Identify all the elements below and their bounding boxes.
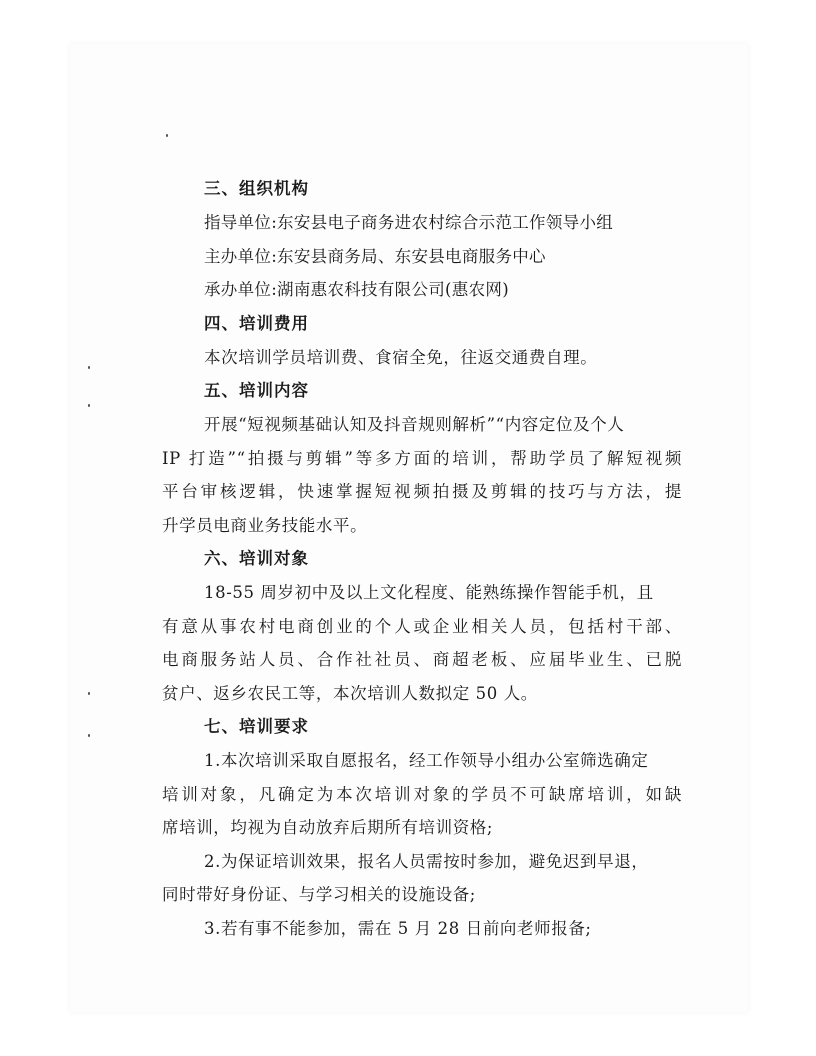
target-paragraph [162, 576, 682, 710]
section-heading-fee: 四、培训费用 [204, 313, 309, 333]
paragraph-line: 升学员电商业务技能水平。 [162, 515, 368, 535]
paragraph-line: 开展“短视频基础认知及抖音规则解析”“内容定位及个人 [204, 415, 625, 434]
scan-speck [88, 404, 90, 407]
scan-speck [166, 134, 168, 137]
paragraph-line: 电商服务站人员、合作社社员、商超老板、应届毕业生、已脱 [162, 650, 682, 669]
document-body [162, 172, 682, 945]
requirements-list [162, 744, 682, 945]
paragraph-line: 18-55 周岁初中及以上文化程度、能熟练操作智能手机，且 [204, 583, 654, 602]
paragraph-line: 贫户、返乡农民工等，本次培训人数拟定 50 人。 [162, 683, 538, 703]
paragraph-line: 席培训，均视为自动放弃后期所有培训资格; [162, 818, 494, 837]
organizer-unit-line: 承办单位:湖南惠农科技有限公司(惠农网) [204, 280, 509, 299]
section-heading-content: 五、培训内容 [204, 381, 309, 400]
org-units [162, 206, 682, 307]
paragraph-line: 平台审核逻辑，快速掌握短视频拍摄及剪辑的技巧与方法，提 [162, 482, 682, 501]
section-heading-requirements: 七、培训要求 [204, 717, 309, 736]
paragraph-line: 有意从事农村电商创业的个人或企业相关人员，包括村干部、 [162, 616, 682, 636]
section-heading-org: 三、组织机构 [204, 179, 309, 198]
paragraph-line: 培训对象，凡确定为本次培训对象的学员不可缺席培训，如缺 [162, 784, 682, 804]
paragraph-line: 本次培训学员培训费、食宿全免，往返交通费自理。 [204, 347, 598, 367]
paragraph-line: 同时带好身份证、与学习相关的设施设备; [162, 885, 476, 904]
content-paragraph [162, 408, 682, 542]
requirement-item-2: 2.为保证培训效果，报名人员需按时参加，避免迟到早退， [204, 851, 649, 871]
requirement-item-3: 3.若有事不能参加，需在 5 月 28 日前向老师报备; [204, 918, 592, 938]
section-heading-target: 六、培训对象 [204, 549, 309, 568]
requirement-item-1: 1.本次培训采取自愿报名，经工作领导小组办公室筛选确定 [204, 751, 649, 770]
host-unit-line: 主办单位:东安县商务局、东安县电商服务中心 [204, 246, 546, 266]
scan-speck [88, 366, 90, 369]
scan-speck [88, 734, 90, 737]
paragraph-line: IP 打造”“拍摄与剪辑”等多方面的培训，帮助学员了解短视频 [162, 448, 682, 468]
fee-paragraph [162, 341, 682, 375]
scan-speck [88, 692, 90, 695]
guide-unit-line: 指导单位:东安县电子商务进农村综合示范工作领导小组 [204, 213, 614, 232]
